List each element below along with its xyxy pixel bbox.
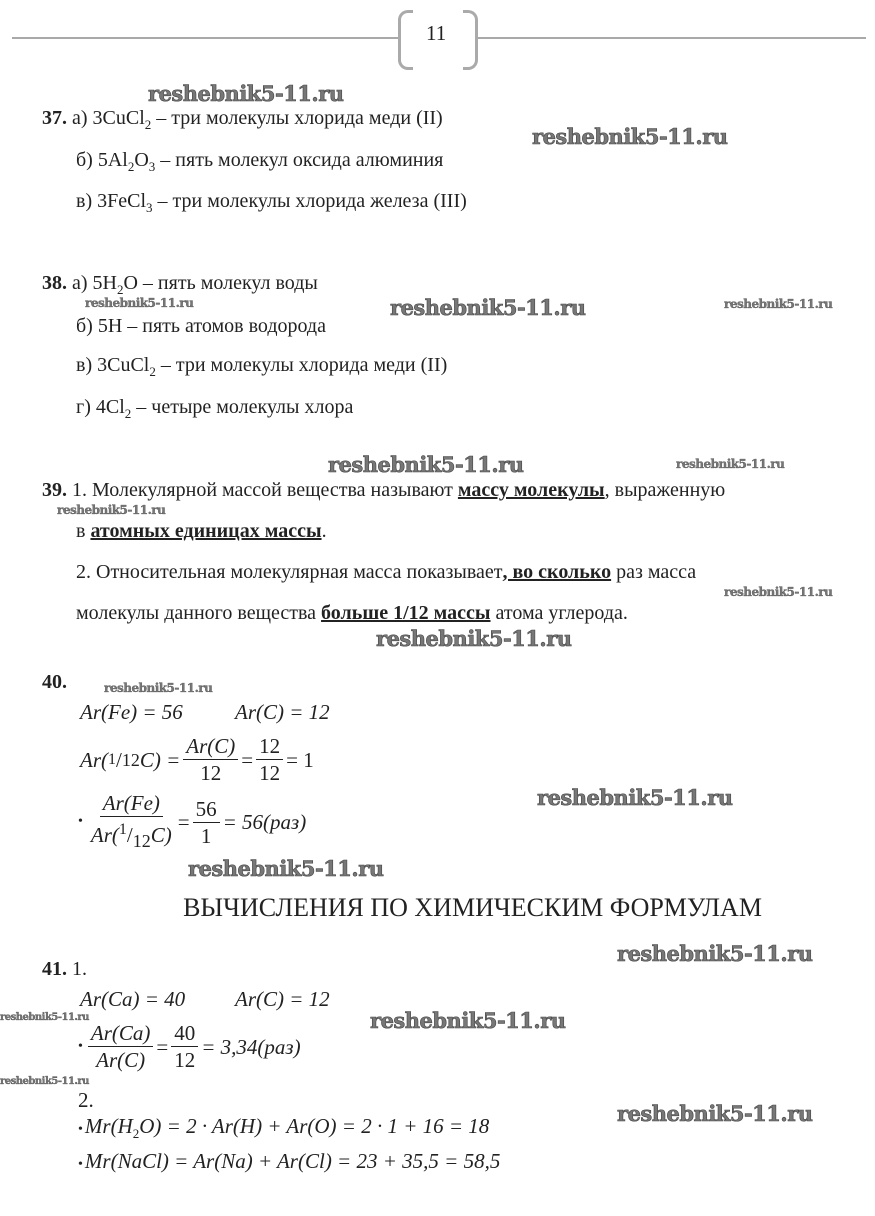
header-rule-left bbox=[12, 37, 398, 39]
ar-c: Ar(C) = 12 bbox=[235, 700, 330, 724]
header-rule-right bbox=[478, 37, 866, 39]
formula-ar-twelfth-c: Ar( 1 / 12 C) = $\frac{Ar(C)}{12}$ = $\frac{12}{12}$ = 1 bbox=[80, 734, 314, 785]
ar-ca: Ar(Ca) = 40 bbox=[80, 987, 186, 1011]
watermark: reshebnik5-11.ru bbox=[537, 785, 733, 810]
ar-fe: Ar(Fe) = 56 bbox=[80, 700, 183, 724]
task-39-line3: 2. Относительная молекулярная масса показывает, во сколько раз масса bbox=[76, 561, 697, 583]
formula-fe-ratio: • $\frac{Ar(Fe)}{Ar(^1/_{12}C)}$ = $\frac{56}{1}$ = 56(раз) bbox=[78, 791, 307, 852]
bullet-icon: • bbox=[78, 1122, 83, 1137]
page-number-bracket-right bbox=[463, 10, 478, 70]
watermark: reshebnik5-11.ru bbox=[676, 457, 785, 471]
task-38-a: 38. а) $5H_2O$ – пять молекул воды bbox=[42, 272, 318, 297]
watermark: reshebnik5-11.ru bbox=[148, 81, 344, 106]
watermark: reshebnik5-11.ru bbox=[85, 296, 194, 310]
task-38-b: б) 5H – пять атомов водорода bbox=[76, 315, 326, 337]
task-38-d: г) $4Cl_2$ – четыре молекулы хлора bbox=[76, 396, 354, 421]
task-37-a: 37. а) 3CuCl$_2$ – три молекулы хлорида меди (II) bbox=[42, 107, 443, 132]
task-41-number: 41. 1. bbox=[42, 958, 87, 980]
task-39-line1: 39. 1. Молекулярной массой вещества называют массу молекулы, выраженную bbox=[42, 479, 726, 501]
section-heading: ВЫЧИСЛЕНИЯ ПО ХИМИЧЕСКИМ ФОРМУЛАМ bbox=[183, 893, 762, 922]
task-41-part2: 2. bbox=[78, 1088, 94, 1112]
watermark: reshebnik5-11.ru bbox=[532, 124, 728, 149]
formula-ca-ratio: • $\frac{Ar(Ca)}{Ar(C)}$ = $\frac{40}{12}$ = 3,34(раз) bbox=[78, 1021, 301, 1072]
watermark: reshebnik5-11.ru bbox=[617, 941, 813, 966]
watermark: reshebnik5-11.ru bbox=[328, 452, 524, 477]
page-number-bracket-left bbox=[398, 10, 413, 70]
watermark: reshebnik5-11.ru bbox=[188, 856, 384, 881]
task-39-line2: в атомных единицах массы. bbox=[76, 520, 327, 542]
watermark: reshebnik5-11.ru bbox=[0, 1012, 89, 1023]
watermark: reshebnik5-11.ru bbox=[617, 1101, 813, 1126]
ar-c-41: Ar(C) = 12 bbox=[235, 987, 330, 1011]
watermark: reshebnik5-11.ru bbox=[724, 297, 833, 311]
watermark: reshebnik5-11.ru bbox=[370, 1008, 566, 1033]
bullet-icon: • bbox=[78, 1157, 83, 1172]
task-39-line4: молекулы данного вещества больше 1/12 массы атома углерода. bbox=[76, 602, 628, 624]
task-37-c: в) 3FeCl$_3$ – три молекулы хлорида железа (III) bbox=[76, 190, 467, 215]
watermark: reshebnik5-11.ru bbox=[390, 295, 586, 320]
task-37-b: б) $5Al_2O_3$ – пять молекул оксида алюминия bbox=[76, 149, 444, 174]
watermark: reshebnik5-11.ru bbox=[376, 626, 572, 651]
watermark: reshebnik5-11.ru bbox=[0, 1076, 89, 1087]
watermark: reshebnik5-11.ru bbox=[57, 503, 166, 517]
page-number: 11 bbox=[426, 21, 447, 45]
watermark: reshebnik5-11.ru bbox=[104, 681, 213, 695]
formula-mr-nacl: •Mr(NaCl) = Ar(Na) + Ar(Cl) = 23 + 35,5 = 58,5 bbox=[78, 1149, 501, 1173]
watermark: reshebnik5-11.ru bbox=[724, 585, 833, 599]
task-40-number: 40. bbox=[42, 671, 67, 693]
formula-mr-h2o: $•Mr(H_2O) = 2 \cdot Ar(H) + Ar(O) = 2 \cdot 1 + 16 = 18$ bbox=[78, 1114, 490, 1142]
task-38-c: в) 3CuCl$_2$ – три молекулы хлорида меди (II) bbox=[76, 354, 448, 379]
bullet-icon: • bbox=[78, 1038, 83, 1054]
bullet-icon: • bbox=[78, 814, 83, 830]
